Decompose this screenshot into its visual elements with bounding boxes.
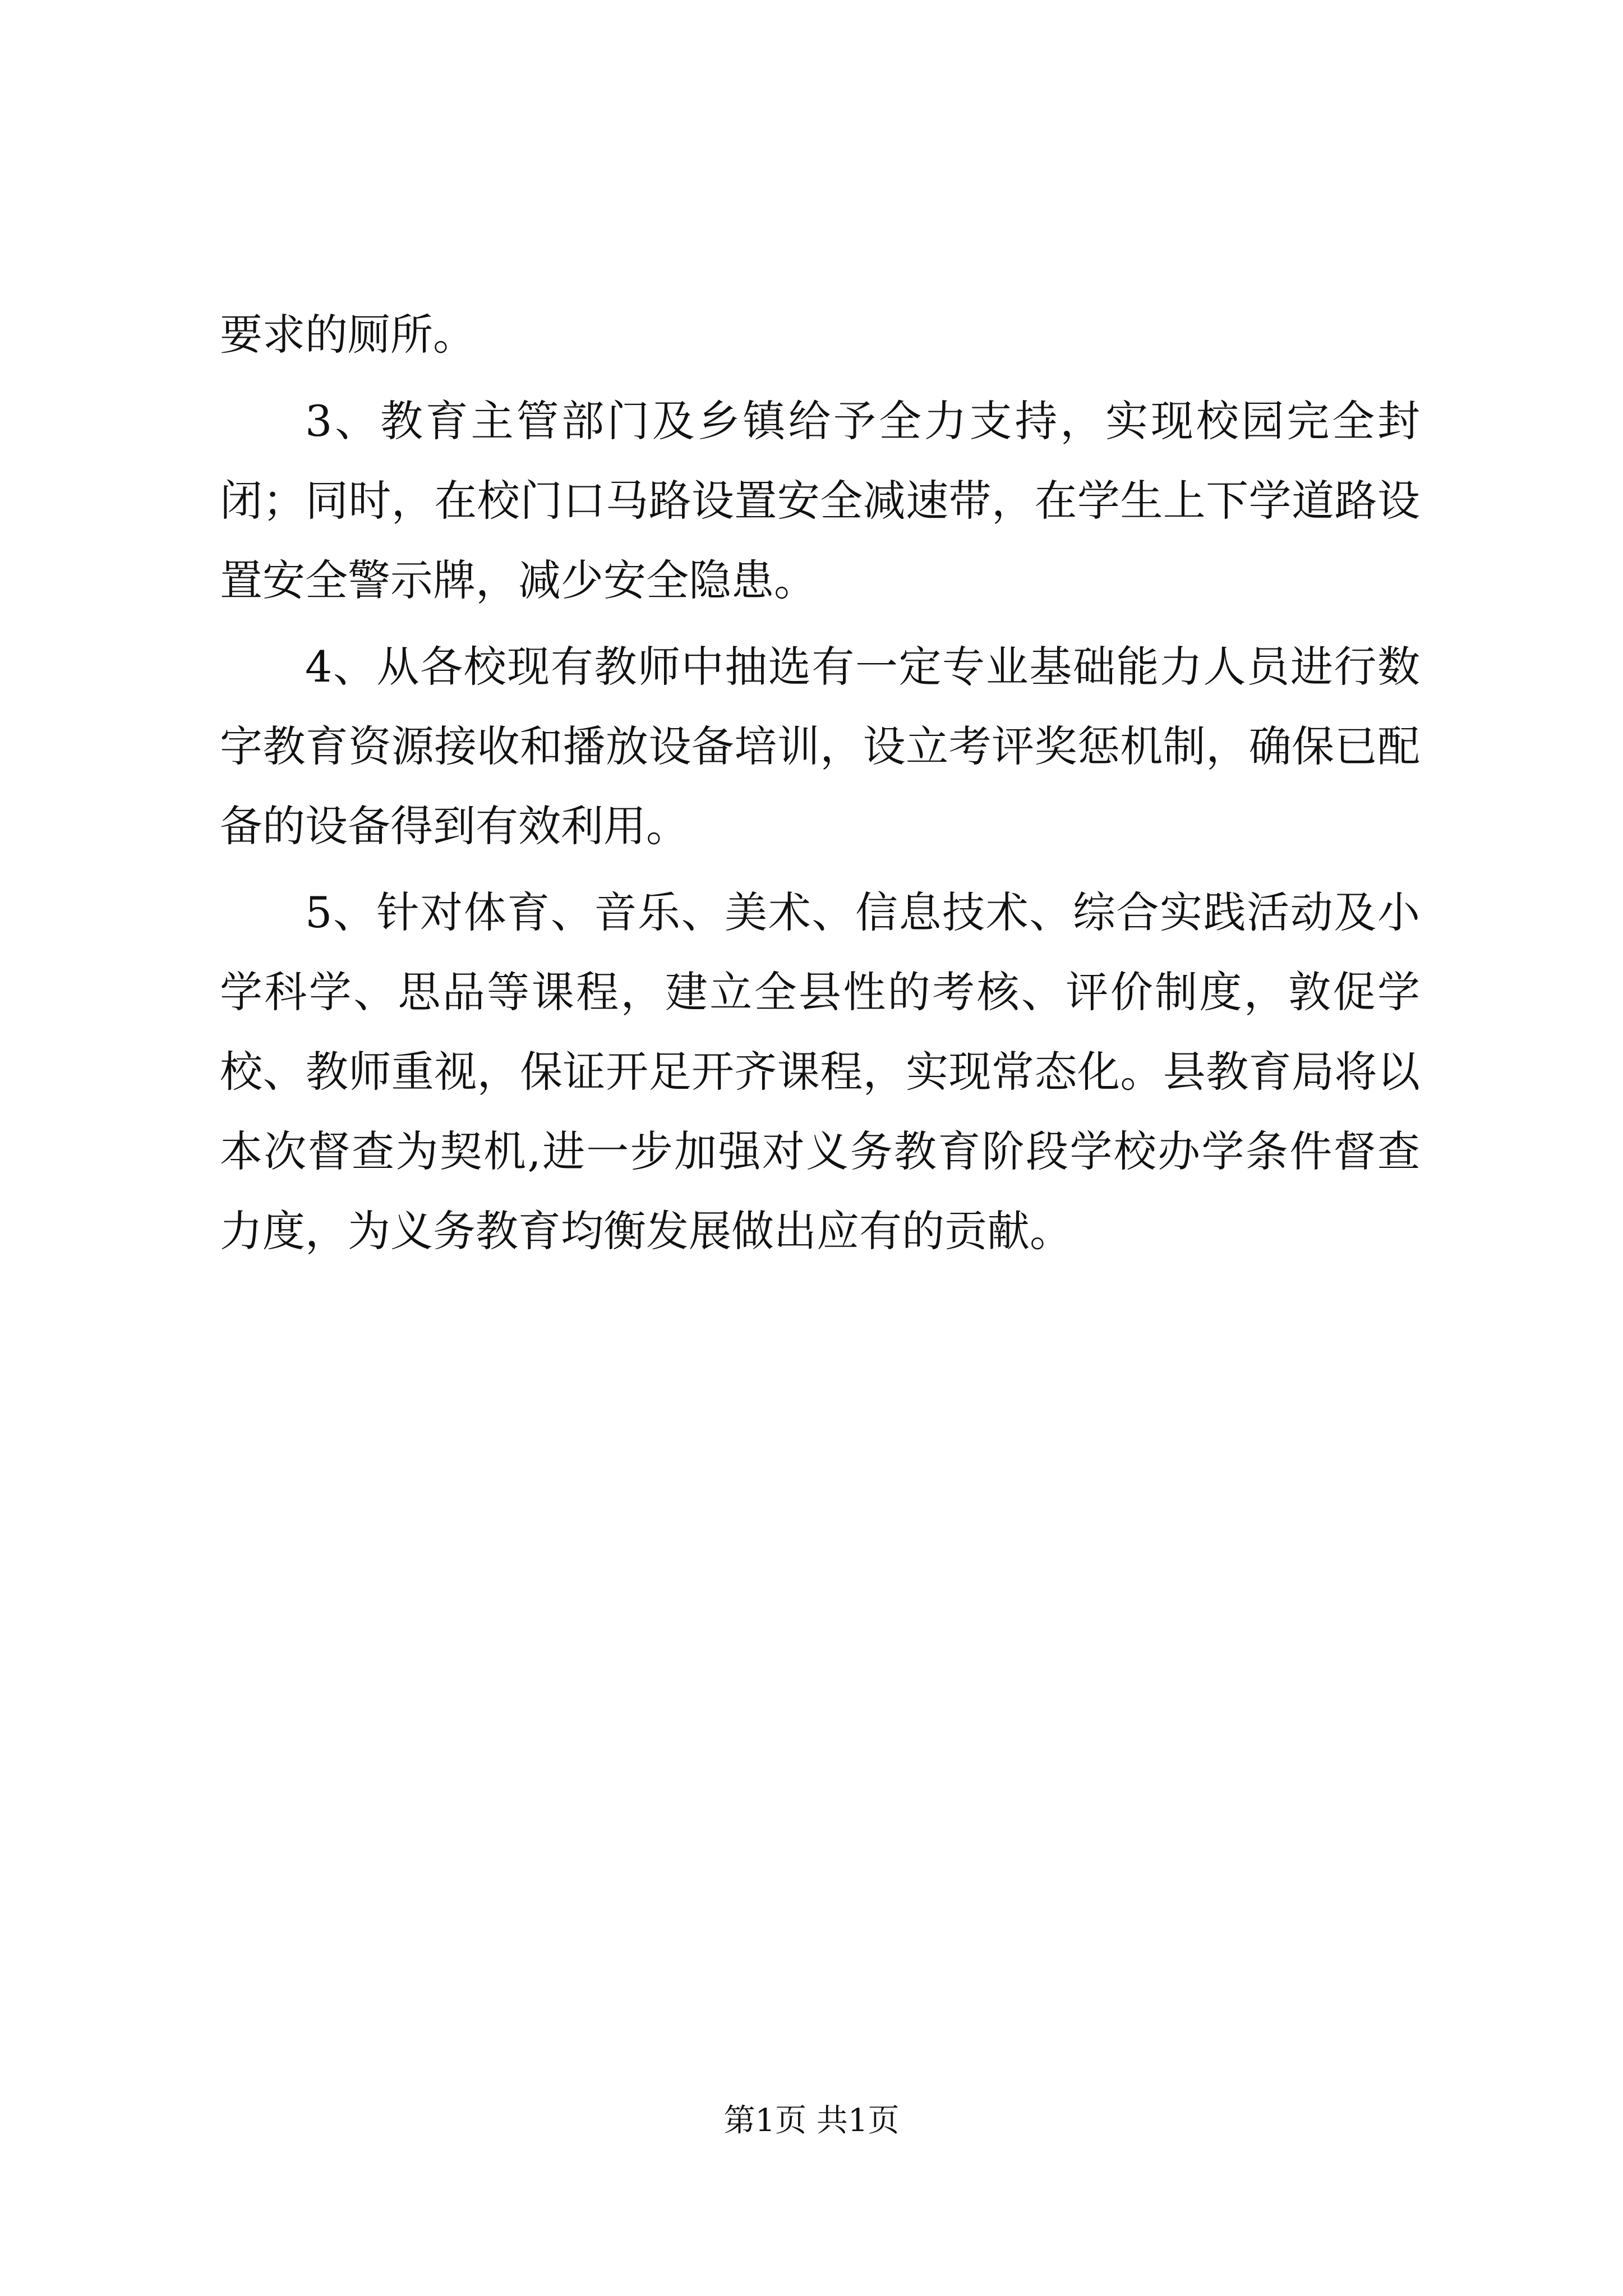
paragraph-item-4: 4、从各校现有教师中抽选有一定专业基础能力人员进行数字教育资源接收和播放设备培训，设立考评奖惩机制，确保已配备的设备得到有效利用。 (220, 642, 1420, 851)
paragraph-item-3: 3、教育主管部门及乡镇给予全力支持，实现校园完全封闭；同时，在校门口马路设置安全减速带，在学生上下学道路设置安全警示牌，减少安全隐患。 (220, 396, 1420, 605)
paragraph-item-5: 5、针对体育、音乐、美术、信息技术、综合实践活动及小学科学、思品等课程，建立全县性的考核、评价制度，敦促学校、教师重视，保证开足开齐课程，实现常态化。县教育局将以本次督查为契机,进一步加强对义务教育阶段学校办学条件督查力度，为义务教育均衡发展做出应有的贡献。 (220, 887, 1420, 1256)
paragraph-continuation: 要求的厕所。 (220, 310, 476, 360)
document-body (220, 295, 1420, 1278)
page-footer: 第1页 共1页 (723, 2102, 900, 2139)
